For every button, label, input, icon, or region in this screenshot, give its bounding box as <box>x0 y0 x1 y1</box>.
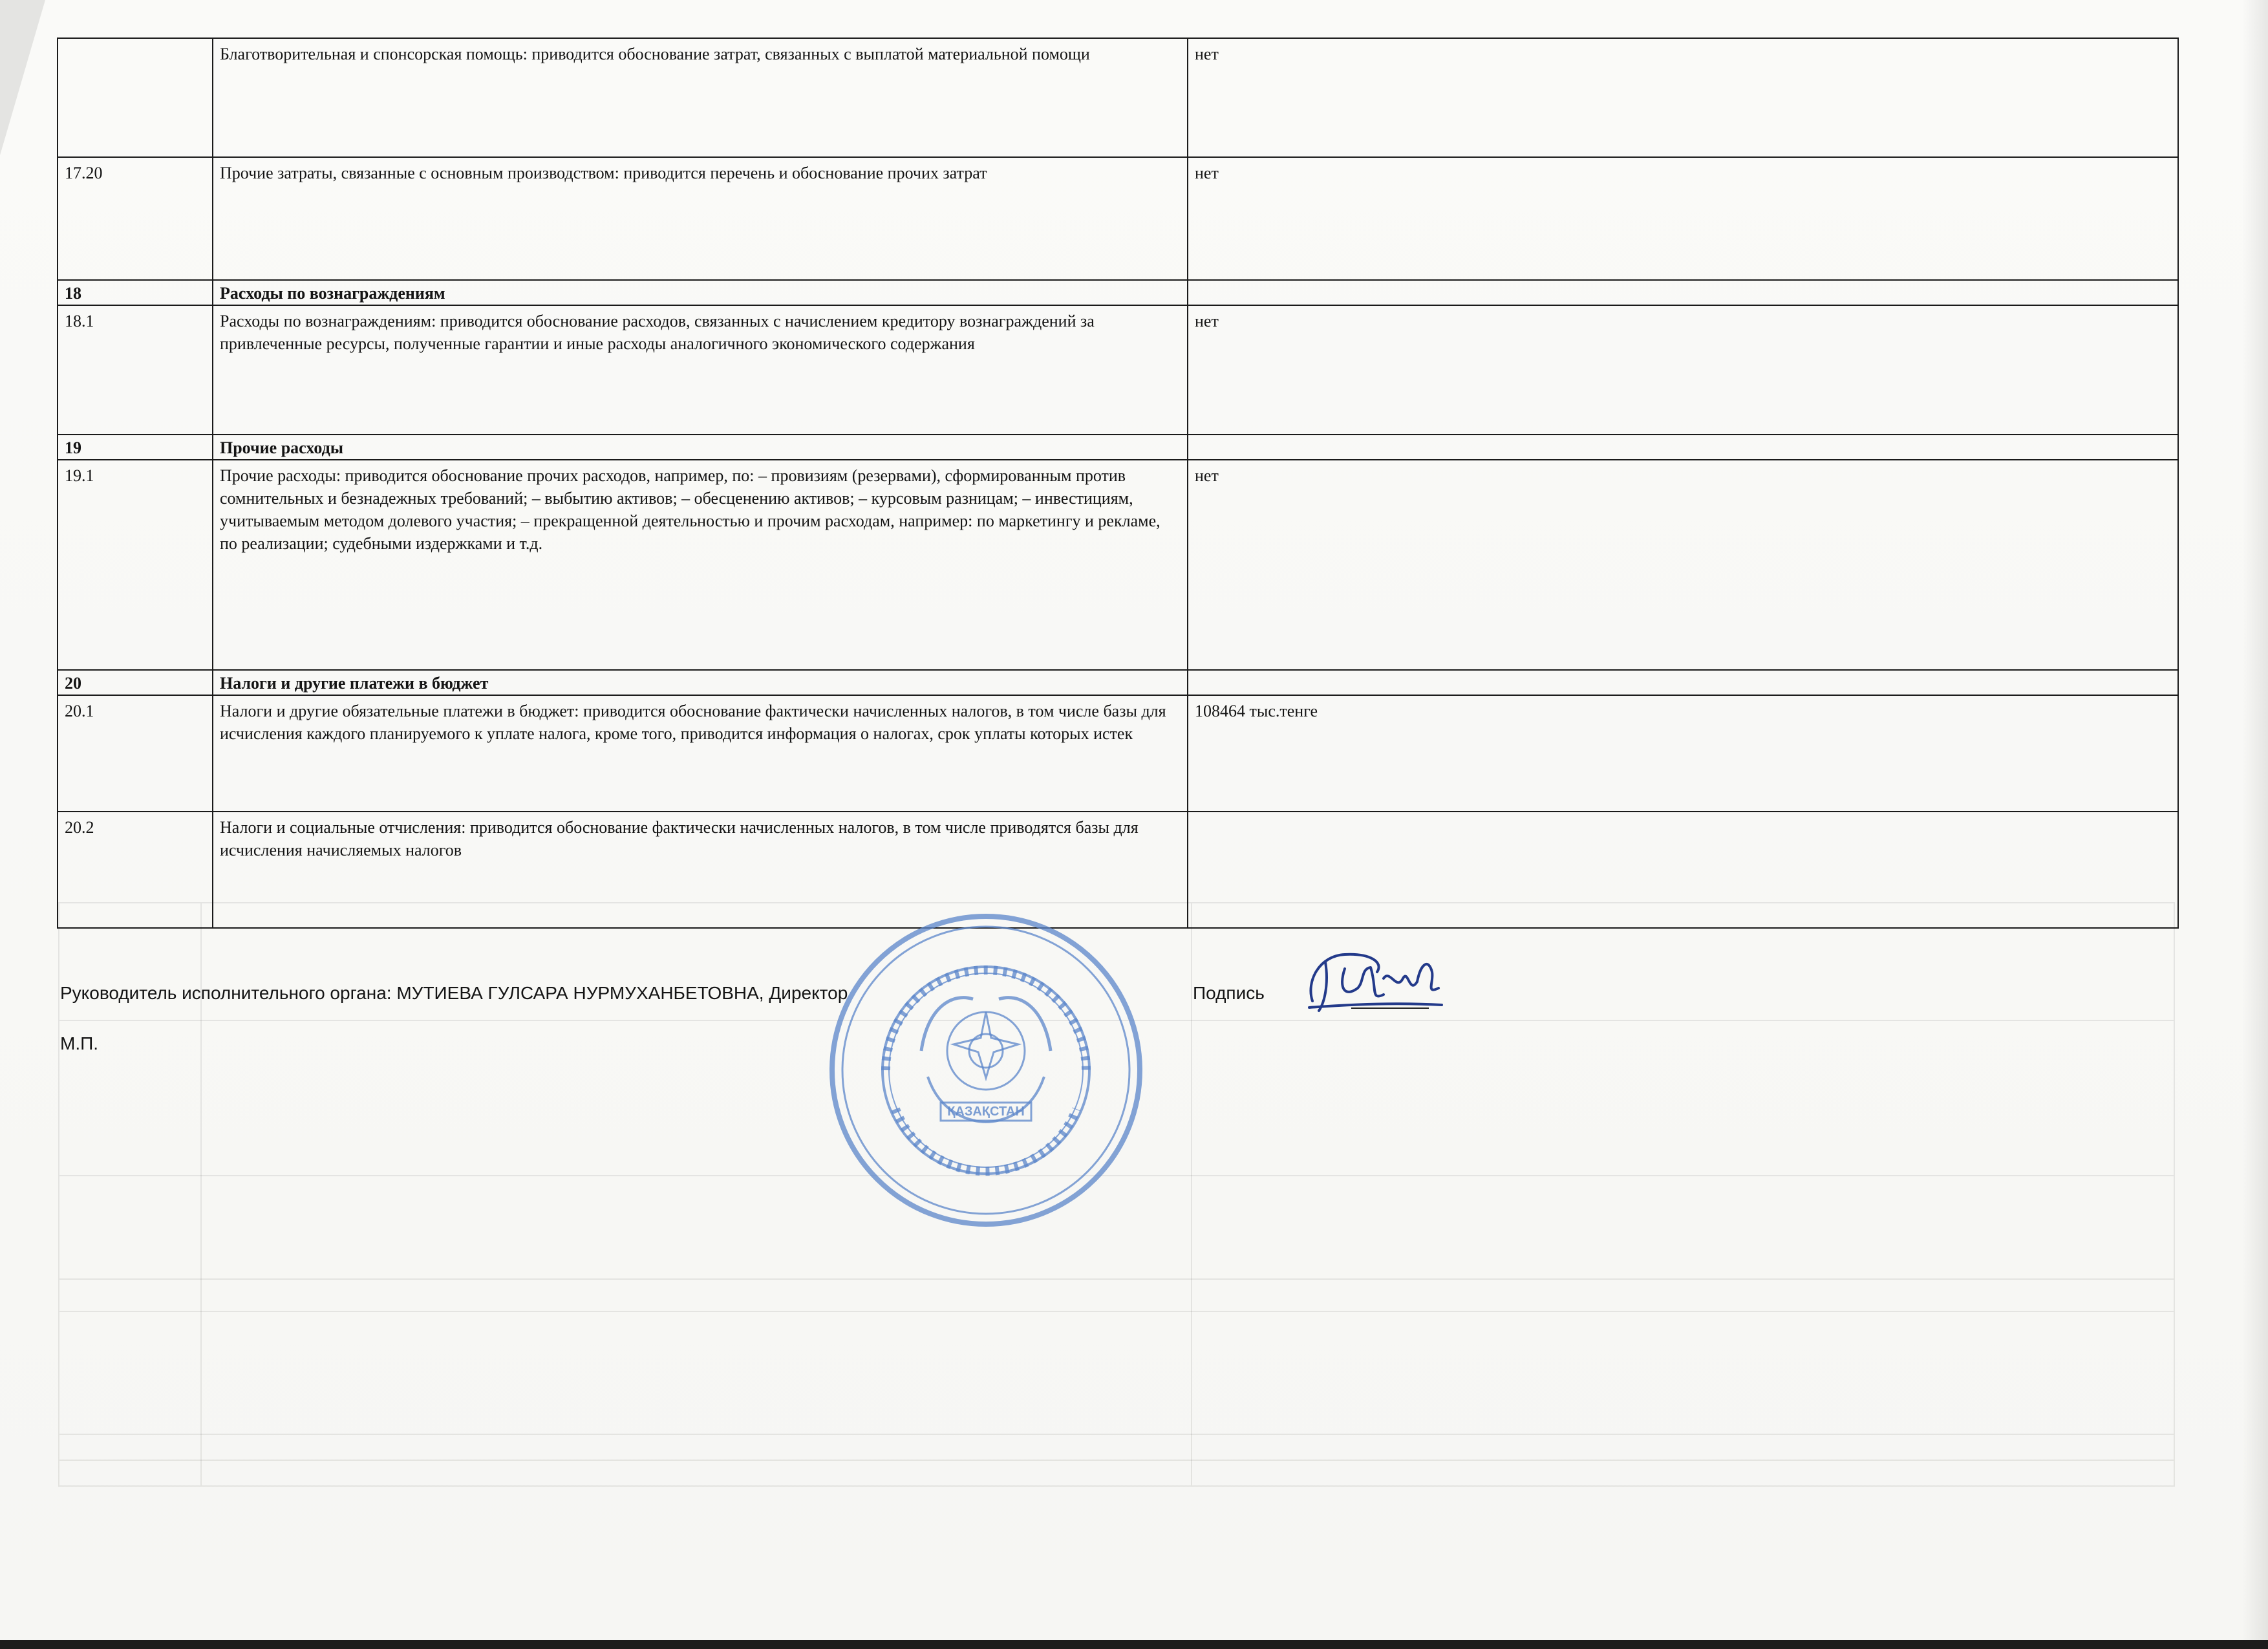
row-description-cell: Налоги и социальные отчисления: приводится обоснование фактически начисленных налогов, в том числе приводятся базы для исчисления начисляемых налогов <box>213 812 1188 928</box>
row-description-cell: Налоги и другие обязательные платежи в бюджет: приводится обоснование фактически начисленных налогов, в том числе базы для исчисления каждого планируемого к уплате налога, кроме того, приводится информация о налогах, срок уплаты которых истек <box>213 695 1188 812</box>
table-row <box>58 695 2178 812</box>
row-value-cell: нет <box>1188 38 2178 157</box>
row-description-cell: Прочие расходы <box>213 435 1188 460</box>
table-row <box>58 157 2178 280</box>
table-row <box>58 305 2178 435</box>
row-number-cell: 20 <box>58 670 213 695</box>
row-number-cell: 19 <box>58 435 213 460</box>
section-header-row <box>58 435 2178 460</box>
row-value-cell <box>1188 280 2178 305</box>
signature-label: Подпись <box>1193 983 1265 1003</box>
table-row <box>58 38 2178 157</box>
row-description-cell: Расходы по вознаграждениям: приводится обоснование расходов, связанных с начислением кредитору вознаграждений за привлеченные ресурсы, полученные гарантии и иные расходы аналогичного экономического содержания <box>213 305 1188 435</box>
row-number-cell <box>58 38 213 157</box>
row-number-cell: 18 <box>58 280 213 305</box>
row-value-cell: 108464 тыс.тенге <box>1188 695 2178 812</box>
row-description-cell: Благотворительная и спонсорская помощь: приводится обоснование затрат, связанных с выплатой материальной помощи <box>213 38 1188 157</box>
row-value-cell: нет <box>1188 460 2178 670</box>
folded-corner <box>0 0 45 155</box>
page-edge-shadow <box>2242 0 2268 1649</box>
expenses-table <box>57 38 2179 929</box>
stamp-place-label: М.П. <box>60 1033 99 1053</box>
row-number-cell: 20.1 <box>58 695 213 812</box>
row-description-cell: Налоги и другие платежи в бюджет <box>213 670 1188 695</box>
row-number-cell: 18.1 <box>58 305 213 435</box>
row-description-cell: Прочие расходы: приводится обоснование прочих расходов, например, по: – провизиям (резервами), сформированным против сомнительных и безнадежных требований; – выбытию активов; – обесценению активов; – курсовым разницам; – инвестициям, учитываемым методом долевого участия; – прекращенной деятельностью и прочим расходам, например: по маркетингу и рекламе, по реализации; судебными издержками и т.д. <box>213 460 1188 670</box>
row-number-cell: 20.2 <box>58 812 213 928</box>
section-header-row <box>58 670 2178 695</box>
row-value-cell: нет <box>1188 157 2178 280</box>
row-description-cell: Прочие затраты, связанные с основным производством: приводится перечень и обоснование прочих затрат <box>213 157 1188 280</box>
row-value-cell <box>1188 670 2178 695</box>
official-seal-stamp <box>824 909 1148 1232</box>
handwritten-signature <box>1300 943 1448 1020</box>
row-value-cell <box>1188 812 2178 928</box>
section-header-row <box>58 280 2178 305</box>
row-value-cell: нет <box>1188 305 2178 435</box>
row-value-cell <box>1188 435 2178 460</box>
svg-text:ҚАЗАҚСТАН: ҚАЗАҚСТАН <box>947 1105 1025 1119</box>
head-of-executive-label: Руководитель исполнительного органа: МУТИЕВА ГУЛСАРА НУРМУХАНБЕТОВНА, Директор <box>60 983 848 1003</box>
row-number-cell: 17.20 <box>58 157 213 280</box>
table-row <box>58 460 2178 670</box>
scan-bottom-edge <box>0 1640 2268 1649</box>
row-number-cell: 19.1 <box>58 460 213 670</box>
row-description-cell: Расходы по вознаграждениям <box>213 280 1188 305</box>
